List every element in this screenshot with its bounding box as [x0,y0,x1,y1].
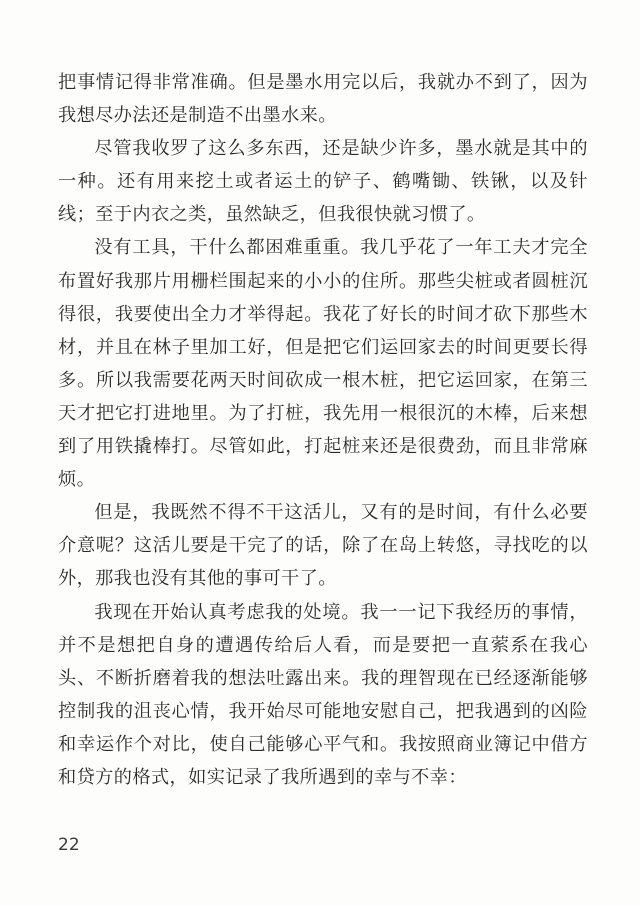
paragraph-1: 把事情记得非常准确。但是墨水用完以后，我就办不到了，因为我想尽办法还是制造不出墨水来。 [58,72,588,127]
paragraph-3: 没有工具，干什么都困难重重。我几乎花了一年工夫才完全布置好我那片用栅栏围起来的小小的住所。那些尖桩或者圆桩沉得很，我要使出全力才举得起。我花了好长的时间才砍下那些木材，并且在林子里加工好，但是把它们运回家去的时间更要长得多。所以我需要花两天时间砍成一根木桩，把它运回家，在第三天才把它打进地里。为了打桩，我先用一根很沉的木棒，后来想到了用铁撬棒打。尽管如此，打起桩来还是很费劲，而且非常麻烦。 [58,237,588,491]
paragraph-4: 但是，我既然不得不干这活儿，又有的是时间，有什么必要介意呢？这活儿要是干完了的话，除了在岛上转悠，寻找吃的以外，那我也没有其他的事可干了。 [58,502,588,590]
page-number: 22 [58,835,80,855]
paragraph-5: 我现在开始认真考虑我的处境。我一一记下我经历的事情，并不是想把自身的遭遇传给后人看，而是要把一直萦系在我心头、不断折磨着我的想法吐露出来。我的理智现在已经逐渐能够控制我的沮丧心情，我开始尽可能地安慰自己，把我遇到的凶险和幸运作个对比，使自己能够心平气和。我按照商业簿记中借方和贷方的格式，如实记录了我所遇到的幸与不幸： [58,601,588,788]
paragraph-2: 尽管我收罗了这么多东西，还是缺少许多，墨水就是其中的一种。还有用来挖土或者运土的铲子、鹤嘴锄、铁锹，以及针线；至于内衣之类，虽然缺乏，但我很快就习惯了。 [58,138,588,226]
body-text [58,66,588,794]
